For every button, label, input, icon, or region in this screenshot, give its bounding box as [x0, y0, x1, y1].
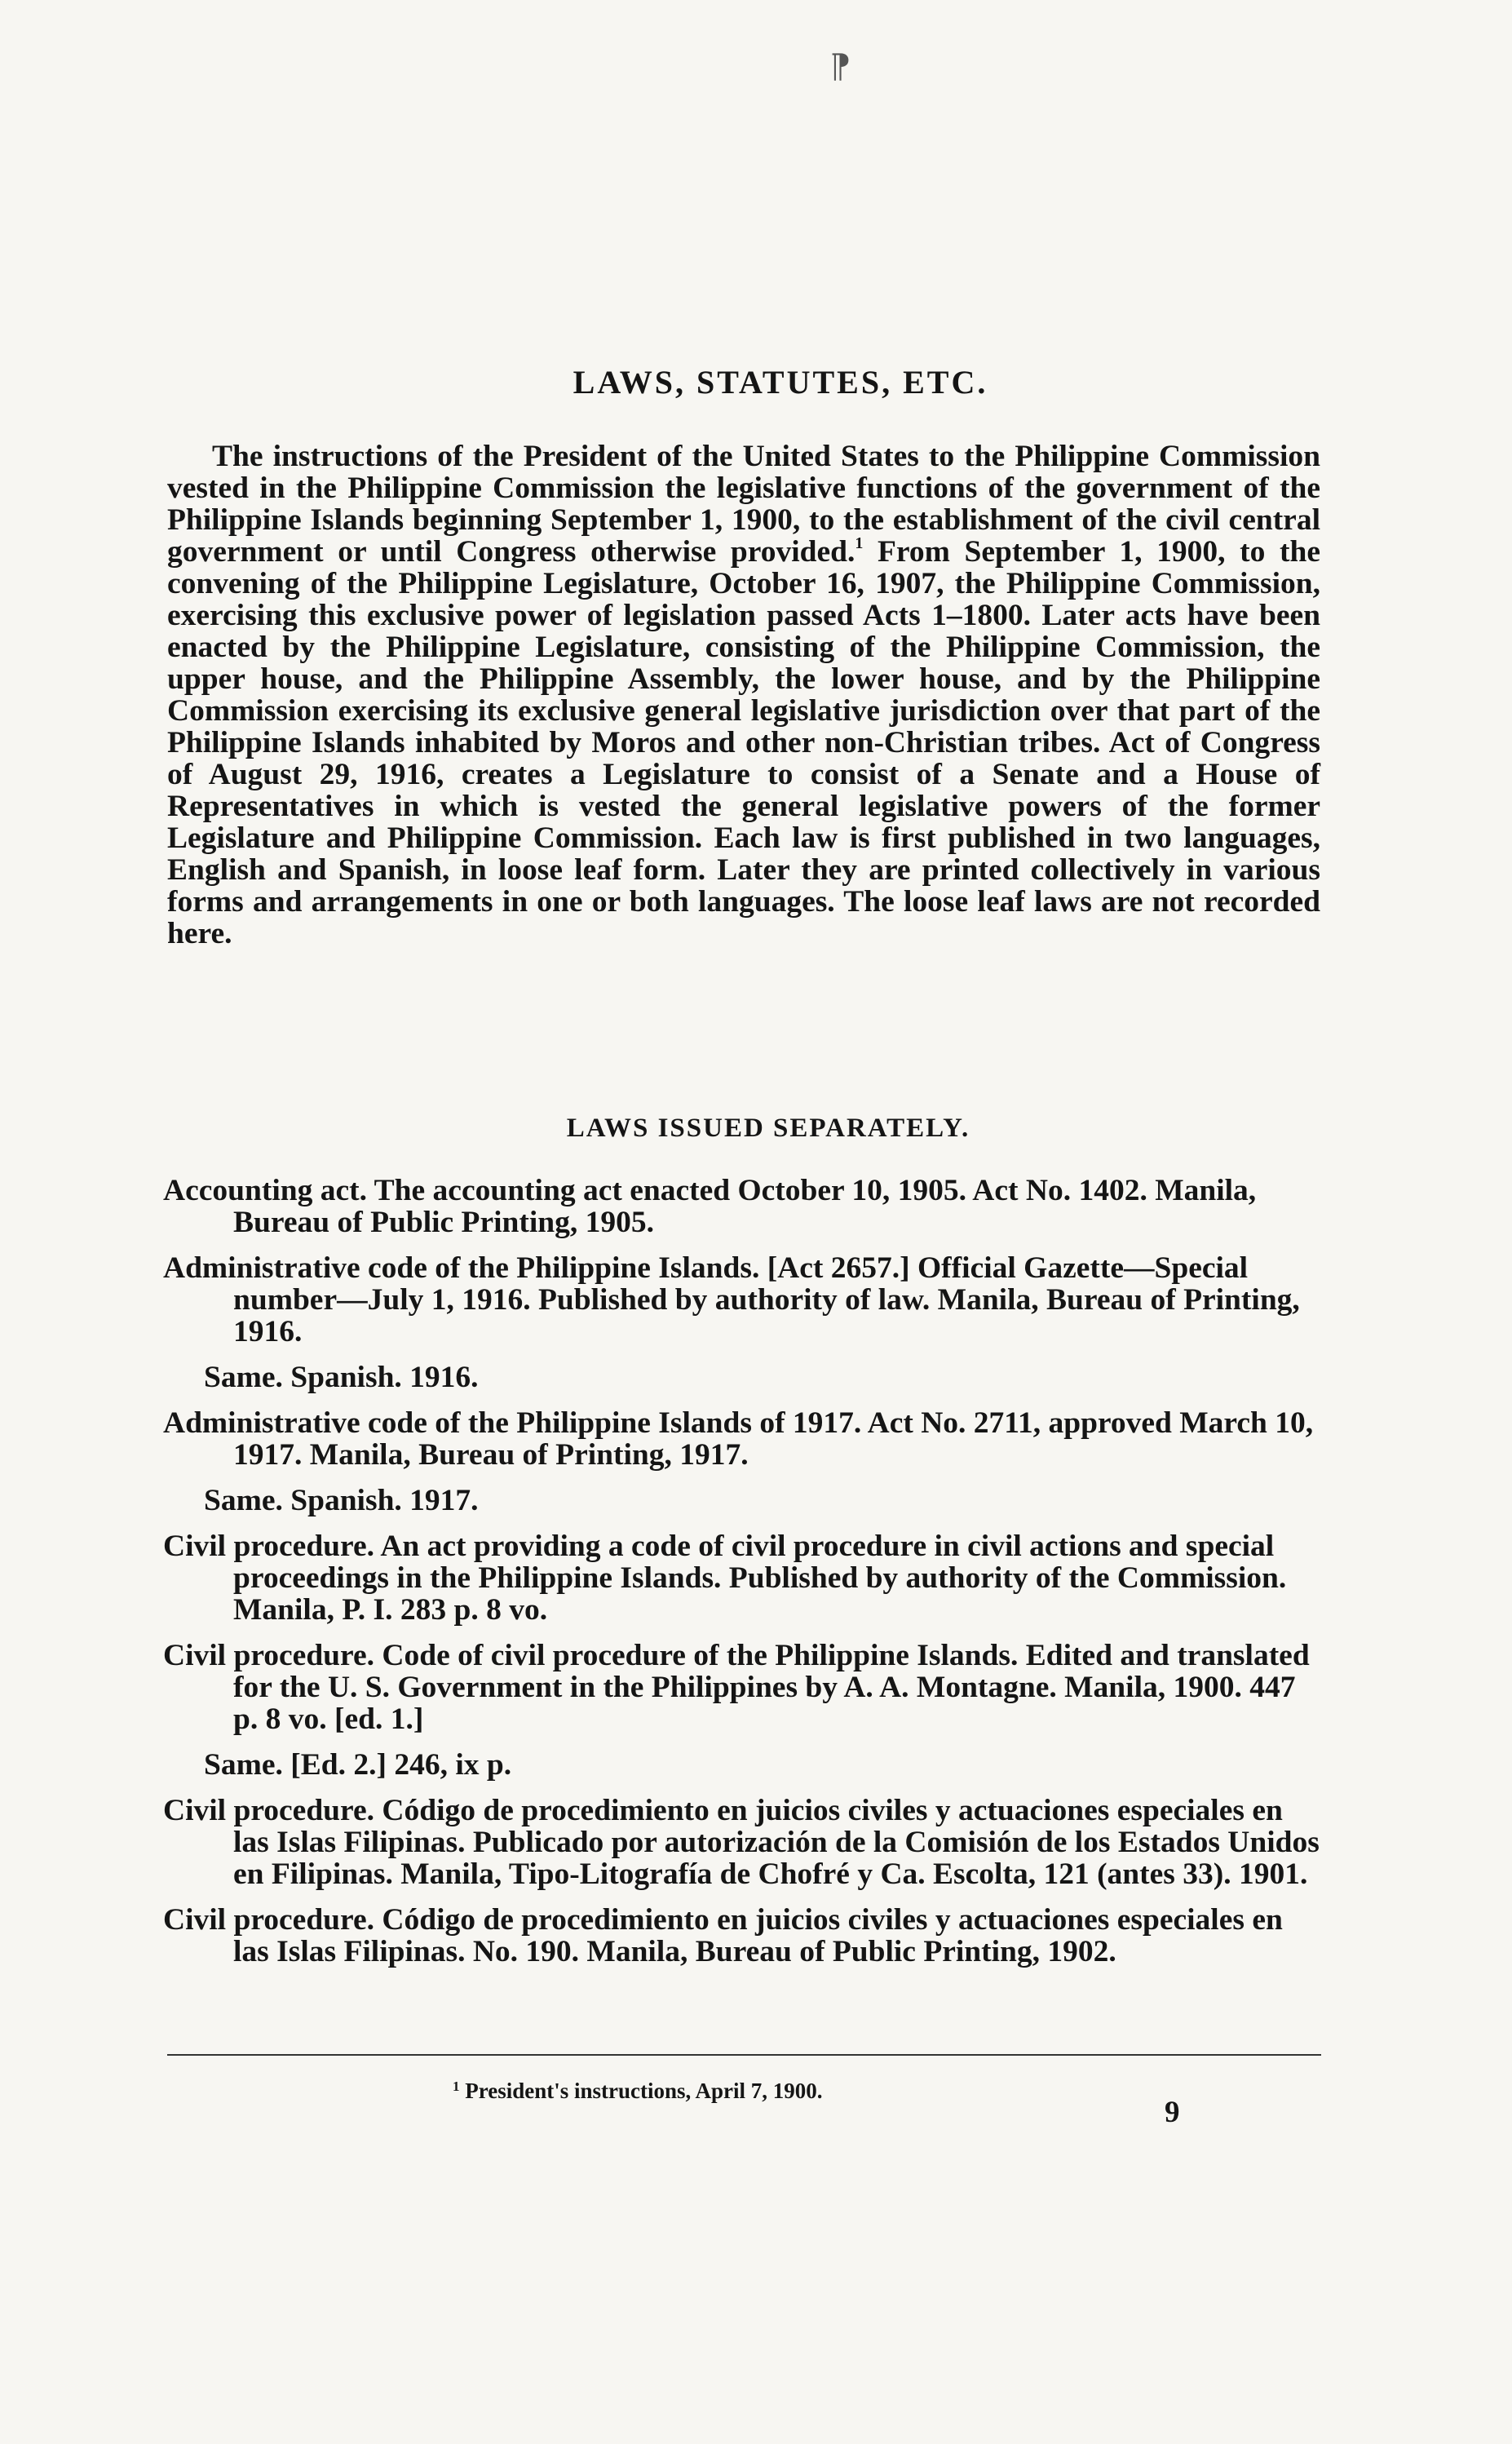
footnote [453, 2079, 823, 2104]
footnote-number: 1 [453, 2079, 460, 2094]
footnote-divider [167, 2054, 1321, 2056]
running-head: LAWS, STATUTES, ETC. [573, 364, 988, 401]
list-item: Administrative code of the Philippine Islands. [Act 2657.] Official Gazette—Special number—July 1, 1916. Published by authority of law. Manila, Bureau of Printing, 1916. [163, 1251, 1300, 1348]
footnote-text: President's instructions, April 7, 1900. [465, 2079, 823, 2103]
stray-mark: ⁋ [830, 48, 851, 85]
list-item: Civil procedure. An act providing a code of civil procedure in civil actions and special proceedings in the Philippine Islands. Published by authority of the Commission. Manila, P. I. 283 p. 8 vo. [163, 1530, 1287, 1627]
page-number: 9 [1165, 2096, 1180, 2129]
intro-text-part-2: From September 1, 1900, to the convening of the Philippine Legislature, October 16, 1907, the Philippine Commission, exercising this exclusive power of legislation passed Acts 1–1800. Later acts have been enacted by the Philippine Legislature, consisting of the Philippine Commission, the upper house, and the Philippine Assembly, the lower house, and by the Philippine Commission exercising its exclusive general legislative jurisdiction over that part of the Philippine Islands inhabited by Moros and other non-Christian tribes. Act of Congress of August 29, 1916, creates a Legislature to consist of a Senate and a House of Representatives in which is vested the general legislative powers of the former Legislature and Philippine Commission. Each law is first published in two languages, English and Spanish, in loose leaf form. Later they are printed collectively in various forms and arrangements in one or both languages. The loose leaf laws are not recorded here. [167, 535, 1320, 950]
section-heading: LAWS ISSUED SEPARATELY. [566, 1114, 970, 1143]
list-item: Same. Spanish. 1917. [204, 1484, 479, 1517]
list-item: Civil procedure. Código de procedimiento en juicios civiles y actuaciones especiales en las Islas Filipinas. Publicado por autorización de la Comisión de los Estados Unidos en Filipinas. Manila, Tipo-Litografía de Chofré y Ca. Escolta, 121 (antes 33). 1901. [163, 1794, 1320, 1891]
list-item: Same. Spanish. 1916. [204, 1361, 479, 1394]
list-item: Accounting act. The accounting act enacted October 10, 1905. Act No. 1402. Manila, Bureau of Public Printing, 1905. [163, 1174, 1257, 1239]
intro-text-part-1: The instructions of the President of the United States to the Philippine Commission vested in the Philippine Commission the legislative functions of the government of the Philippine Islands beginning September 1, 1900, to the establishment of the civil central government or until Congress otherwise provided. [167, 440, 1320, 569]
list-item: Civil procedure. Código de procedimiento en juicios civiles y actuaciones especiales en las Islas Filipinas. No. 190. Manila, Bureau of Public Printing, 1902. [163, 1903, 1283, 1968]
footnote-reference: 1 [855, 534, 864, 552]
list-item: Same. [Ed. 2.] 246, ix p. [204, 1748, 512, 1782]
list-item: Civil procedure. Code of civil procedure of the Philippine Islands. Edited and translated for the U. S. Government in the Philippines by A. A. Montagne. Manila, 1900. 447 p. 8 vo. [ed. 1.] [163, 1639, 1310, 1736]
intro-paragraph [167, 441, 1320, 950]
list-item: Administrative code of the Philippine Islands of 1917. Act No. 2711, approved March 10, 1917. Manila, Bureau of Printing, 1917. [163, 1406, 1314, 1472]
entry-list [163, 1175, 1321, 1981]
